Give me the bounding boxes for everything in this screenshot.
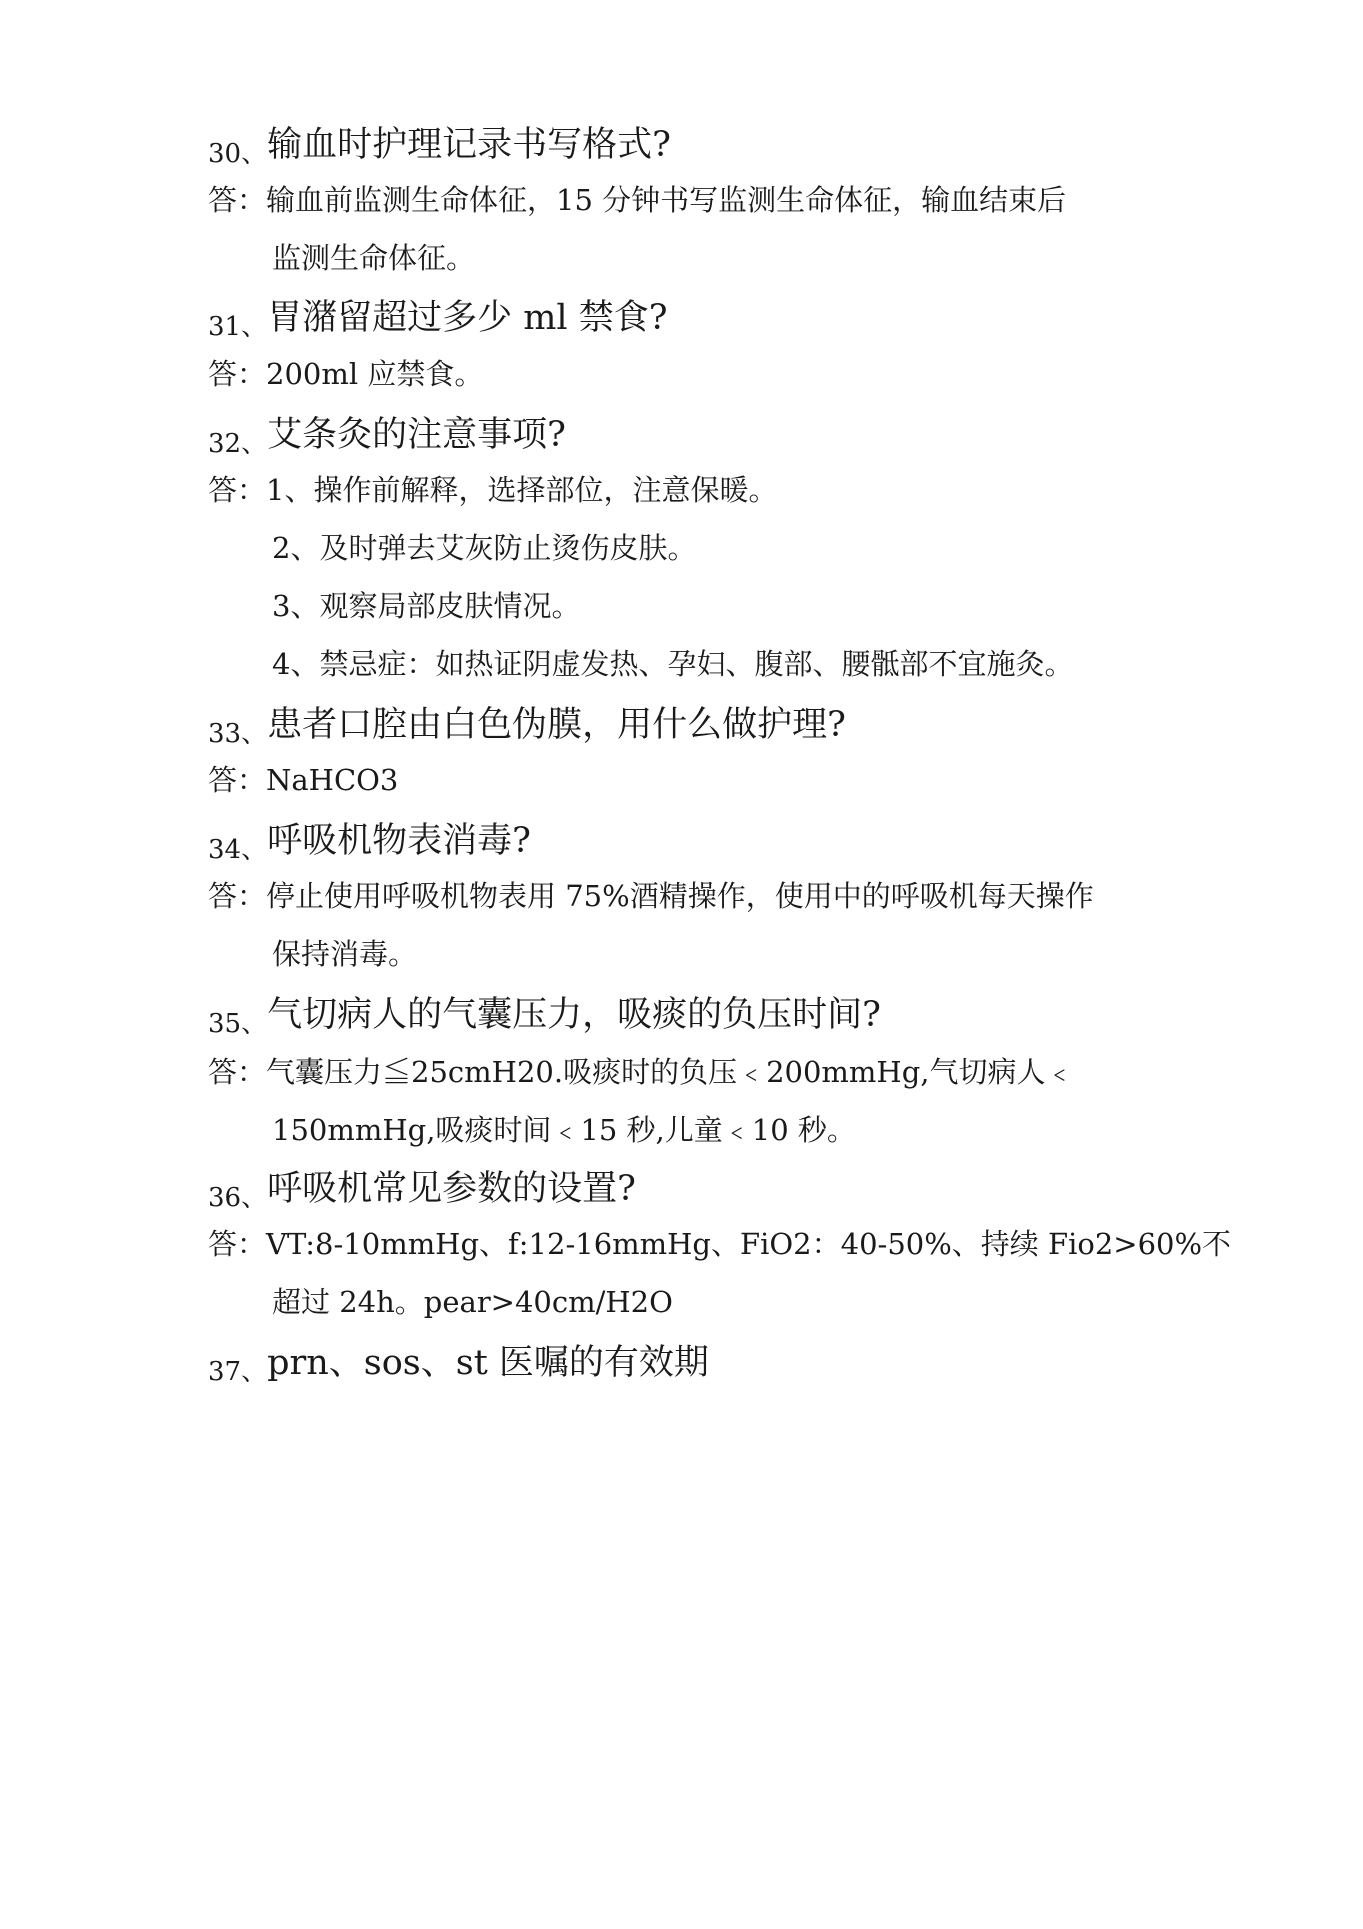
question-number: 35、	[208, 1009, 268, 1039]
answer-label: 答：	[208, 763, 267, 797]
answer-text: NaHCO3	[266, 763, 399, 797]
question-number: 30、	[208, 139, 268, 169]
question-number: 33、	[208, 719, 268, 749]
question-text: 呼吸机物表消毒?	[267, 821, 531, 861]
answer-36-line-1	[208, 1222, 1231, 1263]
answer-label: 答：	[208, 473, 267, 507]
question-35	[208, 987, 881, 1040]
question-text: 气切病人的气囊压力，吸痰的负压时间?	[267, 995, 881, 1035]
answer-text: 停止使用呼吸机物表用 75%酒精操作，使用中的呼吸机每天操作	[266, 879, 1094, 913]
answer-35-line-1	[208, 1050, 1075, 1091]
answer-35-line-2: 150mmHg,吸痰时间﹤15 秒,儿童﹤10 秒。	[272, 1113, 856, 1147]
question-31	[208, 290, 668, 343]
answer-32-line-3: 3、观察局部皮肤情况。	[272, 589, 581, 623]
question-number: 37、	[208, 1357, 268, 1387]
question-text: 呼吸机常见参数的设置?	[267, 1169, 636, 1209]
answer-text: 1、操作前解释，选择部位，注意保暖。	[266, 473, 778, 507]
answer-36-line-2: 超过 24h。pear>40cm/H2O	[272, 1285, 673, 1319]
answer-30-line-1	[208, 178, 1066, 219]
answer-34-line-1	[208, 874, 1094, 915]
question-34	[208, 813, 531, 866]
answer-32-line-4: 4、禁忌症：如热证阴虚发热、孕妇、腹部、腰骶部不宜施灸。	[272, 647, 1074, 681]
answer-34-line-2: 保持消毒。	[272, 937, 418, 971]
question-text: 患者口腔由白色伪膜，用什么做护理?	[267, 705, 846, 745]
question-text: 艾条灸的注意事项?	[267, 415, 566, 455]
question-number: 31、	[208, 312, 268, 342]
question-36	[208, 1161, 636, 1214]
answer-30-line-2: 监测生命体征。	[272, 241, 476, 275]
answer-label: 答：	[208, 183, 267, 217]
answer-text: VT:8-10mmHg、f:12-16mmHg、FiO2：40-50%、持续 Fio2>60%不	[266, 1227, 1232, 1261]
question-number: 32、	[208, 429, 268, 459]
question-33	[208, 697, 846, 750]
answer-label: 答：	[208, 1055, 267, 1089]
question-32	[208, 407, 566, 460]
answer-label: 答：	[208, 879, 267, 913]
answer-text: 200ml 应禁食。	[266, 357, 484, 391]
question-text: 胃潴留超过多少 ml 禁食?	[267, 298, 668, 338]
answer-32-line-2: 2、及时弹去艾灰防止烫伤皮肤。	[272, 531, 697, 565]
question-37	[208, 1335, 709, 1388]
question-number: 36、	[208, 1183, 268, 1213]
answer-text: 气囊压力≦25cmH20.吸痰时的负压﹤200mmHg,气切病人﹤	[266, 1055, 1075, 1089]
question-text: prn、sos、st 医嘱的有效期	[267, 1343, 709, 1383]
answer-text: 输血前监测生命体征，15 分钟书写监测生命体征，输血结束后	[266, 183, 1067, 217]
answer-32-line-1	[208, 468, 777, 509]
answer-label: 答：	[208, 357, 267, 391]
question-text: 输血时护理记录书写格式?	[267, 125, 671, 165]
answer-label: 答：	[208, 1227, 267, 1261]
answer-33-line-1	[208, 758, 398, 799]
answer-31-line-1	[208, 352, 483, 393]
question-30	[208, 117, 671, 170]
question-number: 34、	[208, 835, 268, 865]
